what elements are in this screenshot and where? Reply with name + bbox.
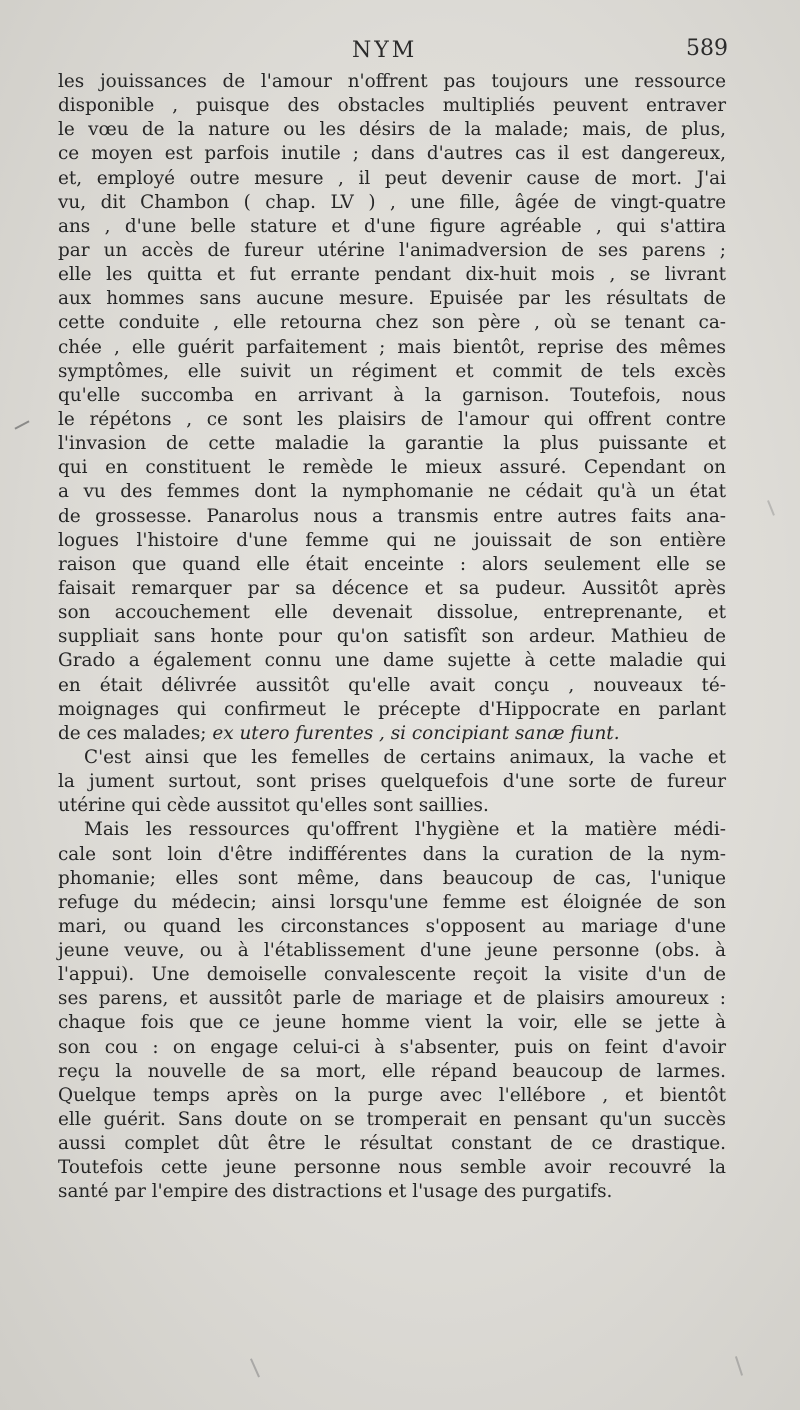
text-line: son cou : on engage celui-ci à s'absenter, puis on feint d'avoir bbox=[58, 1036, 726, 1058]
paper-mark bbox=[250, 1359, 260, 1378]
text-line: elle guérit. Sans doute on se tromperait en pensant qu'un succès bbox=[58, 1109, 726, 1131]
text-line: cale sont loin d'être indifférentes dans la curation de la nym- bbox=[58, 843, 726, 865]
text-line: le vœu de la nature ou les désirs de la malade; mais, de plus, bbox=[58, 119, 726, 141]
text-line: ses parens, et aussitôt parle de mariage et de plaisirs amoureux : bbox=[58, 988, 726, 1010]
text-line: mari, ou quand les circonstances s'opposent au mariage d'une bbox=[58, 915, 726, 937]
text-line: faisait remarquer par sa décence et sa pudeur. Aussitôt après bbox=[58, 577, 726, 599]
text-line: le répétons , ce sont les plaisirs de l'amour qui offrent contre bbox=[58, 408, 726, 430]
text-line: Mais les ressources qu'offrent l'hygiène et la matière médi- bbox=[84, 819, 726, 841]
text-line: qu'elle succomba en arrivant à la garnison. Toutefois, nous bbox=[58, 384, 726, 406]
text-line: ans , d'une belle stature et d'une figure agréable , qui s'attira bbox=[58, 215, 726, 237]
text-line: phomanie; elles sont même, dans beaucoup de cas, l'unique bbox=[58, 867, 726, 889]
page-number: 589 bbox=[686, 36, 728, 61]
latin-quote: ex utero furentes , si concipiant sanæ fiunt. bbox=[212, 722, 620, 744]
text-line: cette conduite , elle retourna chez son père , où se tenant ca- bbox=[58, 312, 726, 334]
text-line: vu, dit Chambon ( chap. LV ) , une fille, âgée de vingt-quatre bbox=[58, 191, 726, 213]
text-line: par un accès de fureur utérine l'animadversion de ses parens ; bbox=[58, 239, 726, 261]
text-line: chaque fois que ce jeune homme vient la voir, elle se jette à bbox=[58, 1012, 726, 1034]
text-line: son accouchement elle devenait dissolue, entreprenante, et bbox=[58, 602, 726, 624]
text-line: disponible , puisque des obstacles multipliés peuvent entraver bbox=[58, 95, 726, 117]
text-line: utérine qui cède aussitot qu'elles sont saillies. bbox=[58, 795, 489, 817]
body-text bbox=[58, 70, 726, 1205]
text-line: a vu des femmes dont la nymphomanie ne cédait qu'à un état bbox=[58, 481, 726, 503]
paper-mark bbox=[735, 1356, 743, 1375]
text-line: de grossesse. Panarolus nous a transmis entre autres faits ana- bbox=[58, 505, 726, 527]
text-line: la jument surtout, sont prises quelquefois d'une sorte de fureur bbox=[58, 771, 726, 793]
text-line: et, employé outre mesure , il peut devenir cause de mort. J'ai bbox=[58, 167, 726, 189]
text-line: jeune veuve, ou à l'établissement d'une jeune personne (obs. à bbox=[58, 940, 726, 962]
paragraph bbox=[58, 818, 726, 1204]
text-line: les jouissances de l'amour n'offrent pas toujours une ressource bbox=[58, 71, 726, 92]
margin-pencil-mark bbox=[14, 420, 29, 429]
text-line: symptômes, elle suivit un régiment et commit de tels excès bbox=[58, 360, 726, 382]
text-line: moignages qui confirmeut le précepte d'Hippocrate en parlant bbox=[58, 698, 726, 720]
text-line: logues l'histoire d'une femme qui ne jouissait de son entière bbox=[58, 529, 726, 551]
text-line: de ces malades; ex utero furentes , si concipiant sanæ fiunt. bbox=[58, 722, 620, 744]
paper-mark bbox=[767, 500, 774, 515]
text-line: l'appui). Une demoiselle convalescente reçoit la visite d'un de bbox=[58, 964, 726, 986]
text-line: ce moyen est parfois inutile ; dans d'autres cas il est dangereux, bbox=[58, 143, 726, 165]
text-line: refuge du médecin; ainsi lorsqu'une femme est éloignée de son bbox=[58, 891, 726, 913]
text-line: santé par l'empire des distractions et l'usage des purgatifs. bbox=[58, 1181, 613, 1203]
text-line: raison que quand elle était enceinte : alors seulement elle se bbox=[58, 553, 726, 575]
text-line: C'est ainsi que les femelles de certains animaux, la vache et bbox=[84, 746, 726, 768]
text-line: aux hommes sans aucune mesure. Epuisée par les résultats de bbox=[58, 288, 726, 310]
text-line: l'invasion de cette maladie la garantie la plus puissante et bbox=[58, 433, 726, 455]
text-line: Quelque temps après on la purge avec l'ellébore , et bientôt bbox=[58, 1084, 726, 1106]
text-line: Grado a également connu une dame sujette à cette maladie qui bbox=[58, 650, 726, 672]
text-line: en était délivrée aussitôt qu'elle avait conçu , nouveaux té- bbox=[58, 674, 726, 696]
text-line: aussi complet dût être le résultat constant de ce drastique. bbox=[58, 1133, 726, 1155]
running-head-title: NYM bbox=[352, 38, 418, 63]
text-line: Toutefois cette jeune personne nous semble avoir recouvré la bbox=[58, 1157, 726, 1179]
paragraph bbox=[58, 70, 726, 746]
text-line: suppliait sans honte pour qu'on satisfît son ardeur. Mathieu de bbox=[58, 626, 726, 648]
text-line: elle les quitta et fut errante pendant dix-huit mois , se livrant bbox=[58, 264, 726, 286]
text-line: reçu la nouvelle de sa mort, elle répand beaucoup de larmes. bbox=[58, 1060, 726, 1082]
paragraph bbox=[58, 746, 726, 818]
text-line: qui en constituent le remède le mieux assuré. Cependant on bbox=[58, 457, 726, 479]
running-head bbox=[0, 36, 800, 66]
text-line: chée , elle guérit parfaitement ; mais bientôt, reprise des mêmes bbox=[58, 336, 726, 358]
